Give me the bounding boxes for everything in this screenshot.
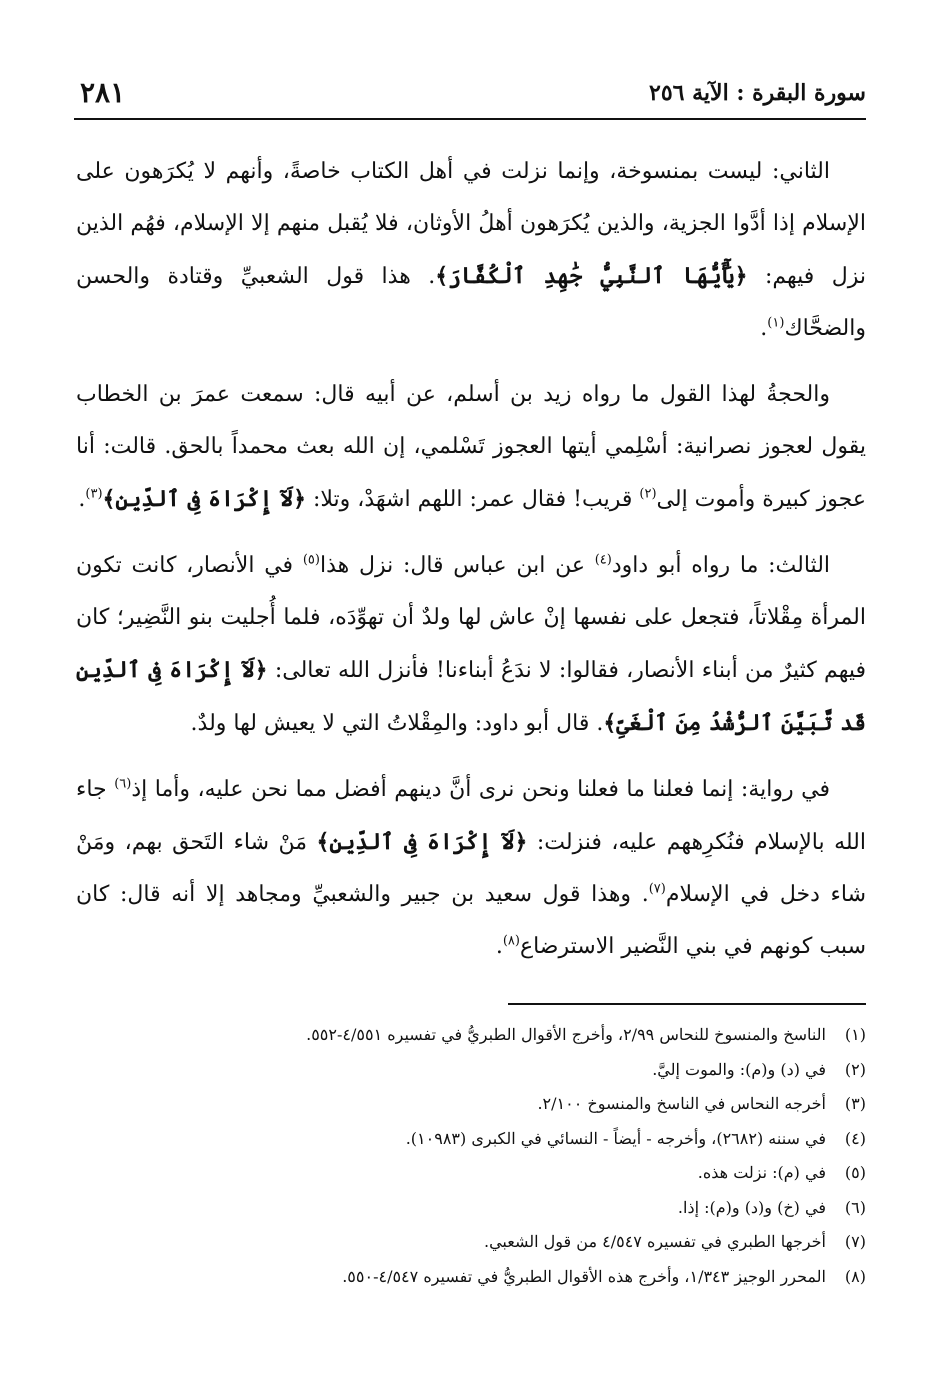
- text-run: .: [495, 934, 503, 959]
- text-run: في الأنصار، كانت تكون المرأة مِقْلاتاً، فتجعل على نفسها إنْ عاش لها ولدٌ أن تهوِّدَه، فلما أُجليت بنو النَّضِير؛ كان فيهم كثيرٌ من أبناء الأنصار، فقالوا: لا ندَعُ أبناءنا! فأنزل الله تعالى:: [76, 553, 866, 683]
- paragraph-narration: [76, 764, 866, 973]
- paragraph-third-opinion: [76, 540, 866, 750]
- footnote-item: [120, 1156, 866, 1191]
- footnote-item: [120, 1122, 866, 1157]
- footnote-number: (١): [844, 1025, 866, 1044]
- text-run: . هذا قول الشعبيِّ وقتادة والحسن والضحَّاك: [76, 264, 866, 341]
- footnote-number: (٥): [844, 1163, 866, 1182]
- footnote-ref[interactable]: (٧): [648, 881, 666, 897]
- footnote-number: (٦): [844, 1197, 866, 1217]
- text-run: الثالث: ما رواه أبو داود: [611, 553, 831, 578]
- footnote-item: [120, 1053, 866, 1088]
- footnote-item: [120, 1018, 866, 1053]
- footnote-number: (٣): [844, 1094, 866, 1113]
- quran-verse: ﴿لَآ إِكْرَاهَ فِى ٱلدِّينِ﴾: [316, 829, 528, 855]
- text-run: . قال أبو داود: والمِقْلاتُ التي لا يعيش لها ولدٌ.: [190, 711, 604, 736]
- text-run: مَنْ شاء التَحق بهم، ومَنْ شاء دخل في الإسلام: [76, 830, 867, 907]
- footnote-item: [120, 1191, 866, 1226]
- footnote-item: [120, 1260, 866, 1295]
- main-text: [76, 146, 866, 987]
- quran-verse: ﴿يَٰٓأَيُّهَا ٱلنَّبِيُّ جَٰهِدِ ٱلْكُفَّارَ﴾: [435, 263, 748, 289]
- footnote-text: في (م): نزلت هذه.: [697, 1163, 826, 1182]
- footnote-text: أخرجها الطبري في تفسيره ٤/٥٤٧ من قول الشعبي.: [484, 1232, 826, 1251]
- footnote-number: (٧): [844, 1232, 866, 1251]
- footnote-number: (٤): [844, 1128, 866, 1148]
- text-run: جاء الله بالإسلام فنُكرِههم عليه، فنزلت:: [76, 777, 866, 855]
- text-run: والحجةُ لهذا القول ما رواه زيد بن أسلم، عن أبيه قال: سمعت عمرَ بن الخطاب يقول لعجوز نصرانية: أسْلِمي أيتها العجوز تَسْلمي، إن الله بعث محمداً بالحق. قالت: أنا عجوز كبيرة وأموت إلى: [76, 382, 866, 512]
- footnote-ref[interactable]: (٥): [302, 552, 320, 568]
- footnote-ref[interactable]: (٣): [85, 486, 103, 502]
- paragraph-evidence: [76, 369, 866, 526]
- footnote-number: (٢): [844, 1059, 866, 1079]
- running-head: سورة البقرة : الآية ٢٥٦: [649, 80, 866, 106]
- footnote-text: أخرجه النحاس في الناسخ والمنسوخ ٢/١٠٠.: [537, 1094, 826, 1113]
- footnote-ref[interactable]: (٨): [502, 933, 520, 949]
- footnote-number: (٨): [844, 1266, 866, 1286]
- text-run: قريب! فقال عمر: اللهم اشهَدْ، وتلا:: [305, 487, 640, 512]
- footnote-text: في (د) و(م): والموت إليَّ.: [652, 1059, 826, 1079]
- footnote-ref[interactable]: (١): [767, 315, 785, 331]
- text-run: .: [760, 316, 768, 341]
- text-run: الثاني: ليست بمنسوخة، وإنما نزلت في أهل الكتاب خاصةً، وأنهم لا يُكرَهون على الإسلام إذا أدَّوا الجزية، والذين يُكرَهون أهلُ الأوثان، فلا يُقبل منهم إلا الإسلام، فهُم الذين نزل فيهم:: [76, 159, 867, 289]
- footnote-divider: [508, 1003, 866, 1005]
- footnote-text: في (خ) و(د) و(م): إذا.: [677, 1197, 826, 1217]
- text-run: . وهذا قول سعيد بن جبير والشعبيِّ ومجاهد إلا أنه قال: كان سبب كونهم في بني النَّضير الاسترضاع: [76, 882, 866, 959]
- page-number: ٢٨١: [80, 76, 126, 109]
- footnote-ref[interactable]: (٤): [594, 552, 612, 568]
- text-run: عن ابن عباس قال: نزل هذا: [319, 553, 595, 578]
- footnote-ref[interactable]: (٦): [114, 776, 132, 792]
- footnote-item: [120, 1087, 866, 1122]
- text-run: في رواية: إنما فعلنا ما فعلنا ونحن نرى أنَّ دينهم أفضل مما نحن عليه، وأما إذ: [131, 777, 831, 802]
- footnotes: [120, 1018, 866, 1294]
- page-header: [74, 74, 866, 120]
- footnote-text: المحرر الوجيز ١/٣٤٣، وأخرج هذه الأقوال الطبريُّ في تفسيره ٤/٥٤٧-٥٥٠.: [342, 1266, 826, 1286]
- paragraph-second-opinion: [76, 146, 866, 355]
- footnote-item: [120, 1225, 866, 1260]
- footnote-text: الناسخ والمنسوخ للنحاس ٢/٩٩، وأخرج الأقوال الطبريُّ في تفسيره ٤/٥٥١-٥٥٢.: [306, 1025, 826, 1044]
- footnote-ref[interactable]: (٢): [639, 486, 657, 502]
- footnote-text: في سننه (٢٦٨٢)، وأخرجه - أيضاً - النسائي في الكبرى (١٠٩٨٣).: [405, 1128, 826, 1148]
- quran-verse: ﴿لَآ إِكْرَاهَ فِى ٱلدِّينِ﴾: [102, 486, 306, 512]
- text-run: .: [78, 487, 86, 512]
- quran-verse: ﴿لَآ إِكْرَاهَ فِى ٱلدِّينِ قَد تَّبَيَّنَ ٱلرُّشْدُ مِنَ ٱلْغَىِّ﴾: [76, 657, 866, 736]
